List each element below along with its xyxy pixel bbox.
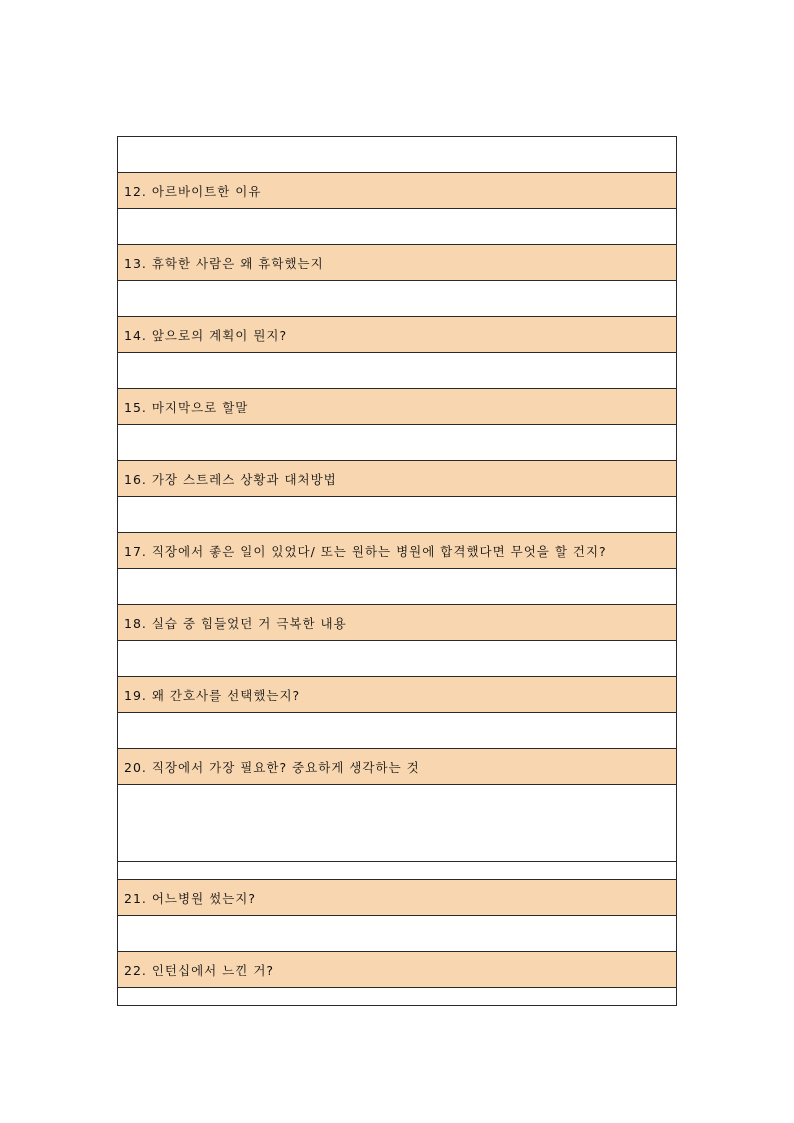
answer-cell[interactable] xyxy=(118,785,677,862)
question-row xyxy=(118,245,677,281)
question-cell: 16. 가장 스트레스 상황과 대처방법 xyxy=(118,461,677,497)
question-cell: 13. 휴학한 사람은 왜 휴학했는지 xyxy=(118,245,677,281)
question-row xyxy=(118,952,677,988)
question-row xyxy=(118,677,677,713)
question-row xyxy=(118,749,677,785)
question-cell: 12. 아르바이트한 이유 xyxy=(118,173,677,209)
answer-cell[interactable] xyxy=(118,641,677,677)
answer-row xyxy=(118,641,677,677)
question-cell: 18. 실습 중 힘들었던 거 극복한 내용 xyxy=(118,605,677,641)
question-row xyxy=(118,461,677,497)
question-cell: 15. 마지막으로 할말 xyxy=(118,389,677,425)
answer-row xyxy=(118,497,677,533)
question-row xyxy=(118,317,677,353)
question-row xyxy=(118,173,677,209)
answer-row xyxy=(118,862,677,880)
answer-cell[interactable] xyxy=(118,281,677,317)
question-cell: 17. 직장에서 좋은 일이 있었다/ 또는 원하는 병원에 합격했다면 무엇을 할 건지? xyxy=(118,533,677,569)
answer-cell[interactable] xyxy=(118,569,677,605)
answer-cell[interactable] xyxy=(118,862,677,880)
answer-row xyxy=(118,425,677,461)
question-cell: 20. 직장에서 가장 필요한? 중요하게 생각하는 것 xyxy=(118,749,677,785)
answer-row xyxy=(118,209,677,245)
question-cell: 14. 앞으로의 계획이 뭔지? xyxy=(118,317,677,353)
answer-cell[interactable] xyxy=(118,209,677,245)
question-cell: 21. 어느병원 썼는지? xyxy=(118,880,677,916)
question-row xyxy=(118,605,677,641)
answer-cell[interactable] xyxy=(118,425,677,461)
answer-row xyxy=(118,916,677,952)
answer-row xyxy=(118,713,677,749)
answer-cell[interactable] xyxy=(118,988,677,1006)
answer-row xyxy=(118,569,677,605)
answer-cell[interactable] xyxy=(118,497,677,533)
answer-row xyxy=(118,988,677,1006)
question-cell: 19. 왜 간호사를 선택했는지? xyxy=(118,677,677,713)
answer-row xyxy=(118,353,677,389)
answer-cell[interactable] xyxy=(118,137,677,173)
answer-cell[interactable] xyxy=(118,916,677,952)
question-cell: 22. 인턴십에서 느낀 거? xyxy=(118,952,677,988)
question-row xyxy=(118,533,677,569)
interview-question-table xyxy=(117,136,677,1006)
answer-row xyxy=(118,785,677,862)
answer-row xyxy=(118,281,677,317)
answer-cell[interactable] xyxy=(118,353,677,389)
question-row xyxy=(118,389,677,425)
question-row xyxy=(118,880,677,916)
answer-row xyxy=(118,137,677,173)
answer-cell[interactable] xyxy=(118,713,677,749)
